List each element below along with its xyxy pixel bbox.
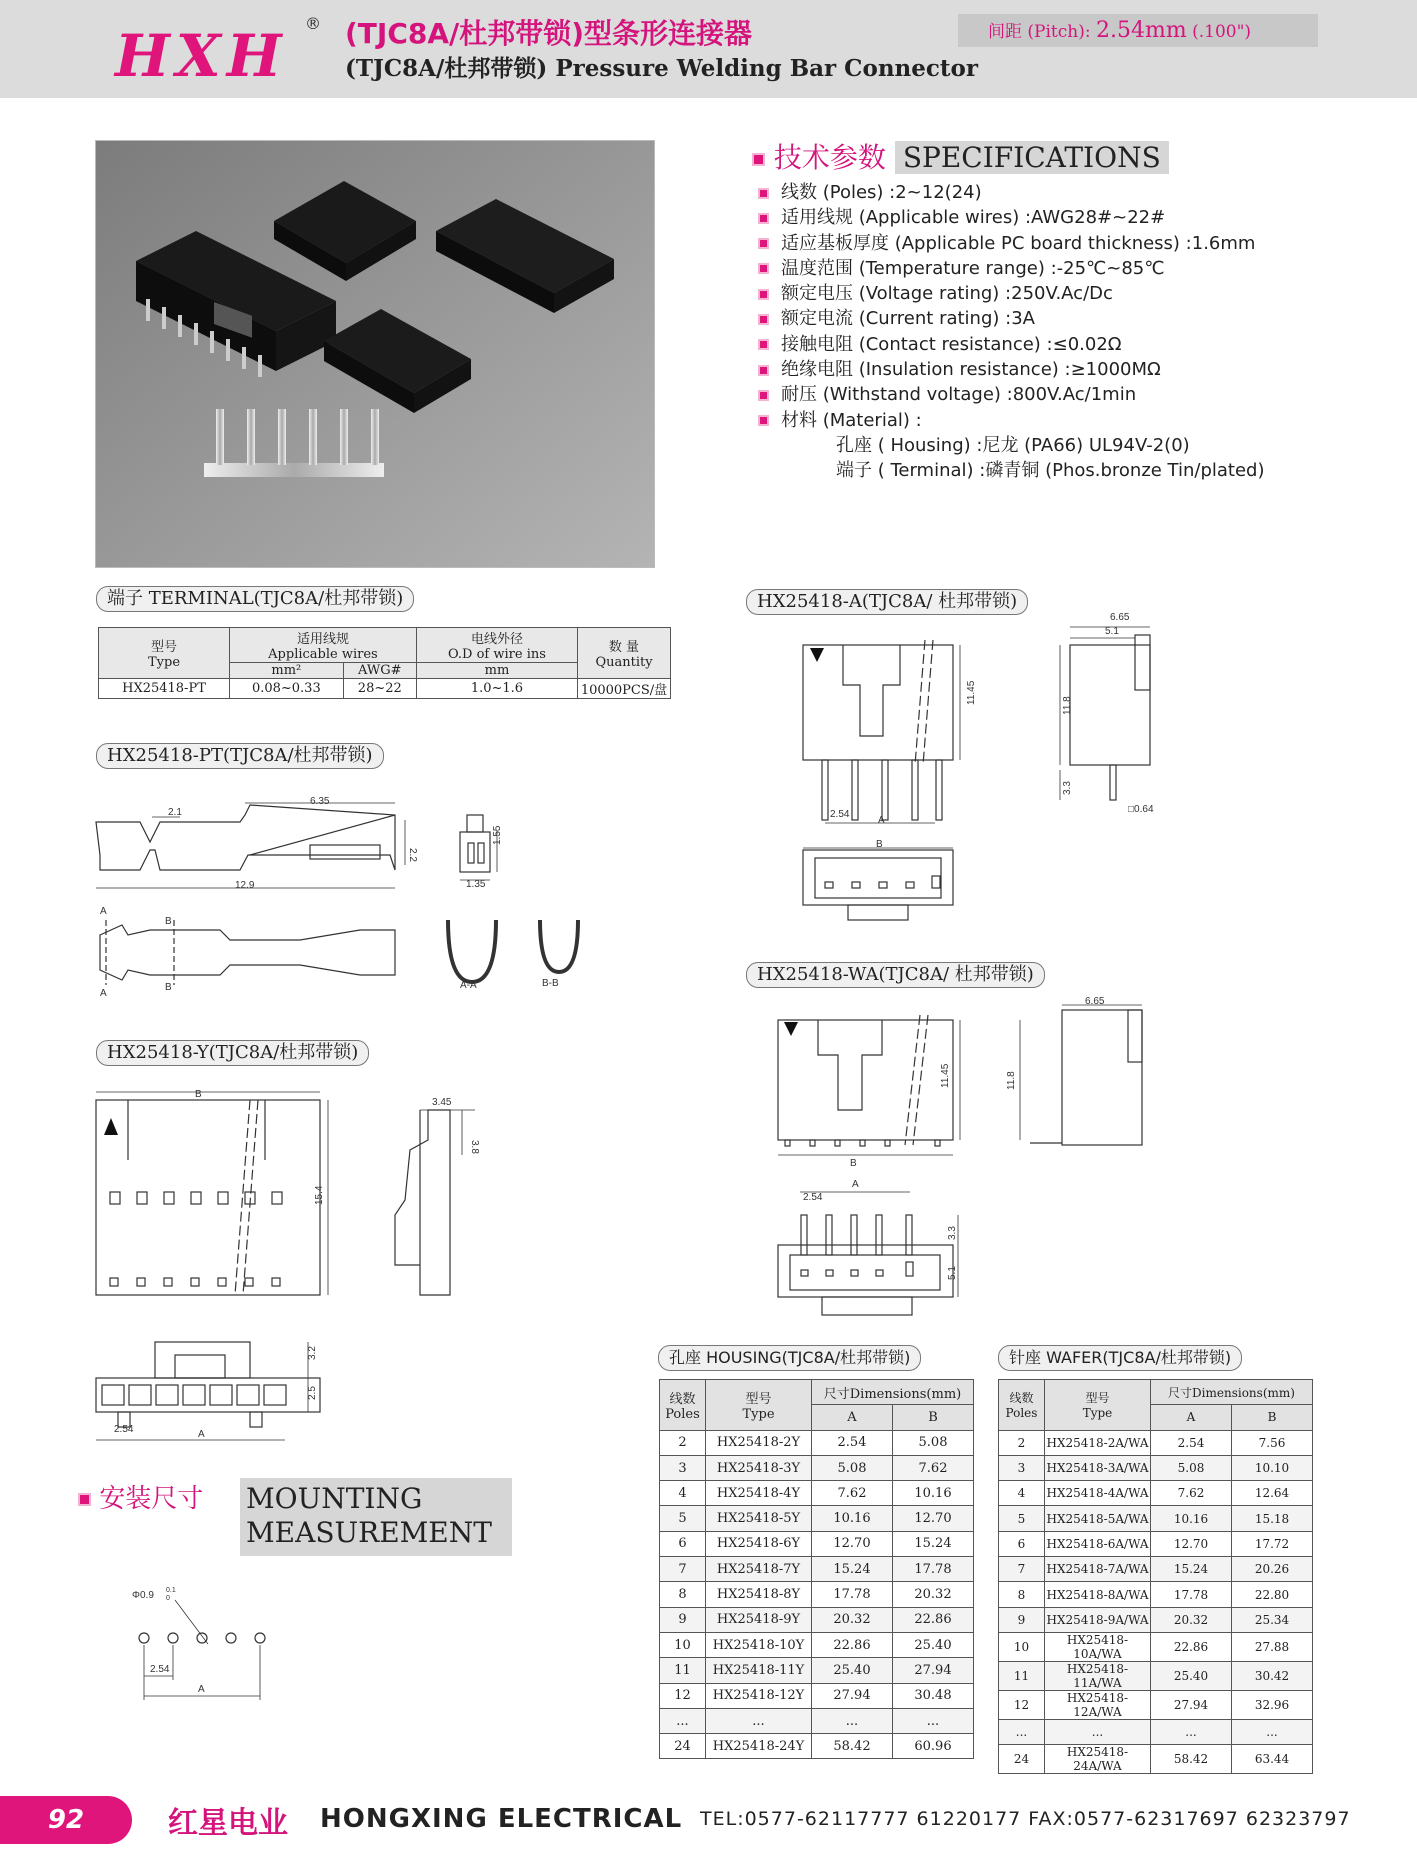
pt-section-aa	[448, 920, 578, 982]
dim-text: A-A	[460, 980, 477, 991]
wafer-table	[998, 1379, 1313, 1774]
table-row: 4 HX25418-4A/WA 7.62 12.64	[999, 1481, 1313, 1506]
pitch-value: 2.54mm	[1095, 18, 1187, 43]
th-od: 电线外径 O.D of wire ins	[416, 628, 577, 663]
table-row: 12 HX25418-12A/WA 27.94 32.96	[999, 1690, 1313, 1719]
th-mm2: mm²	[230, 663, 344, 679]
table-row: 2 HX25418-2Y 2.54 5.08	[660, 1430, 974, 1455]
tag-housing: 孔座 HOUSING(TJC8A/杜邦带锁)	[658, 1345, 921, 1371]
table-row: 6 HX25418-6A/WA 12.70 17.72	[999, 1531, 1313, 1556]
dim-text: 2.5	[307, 1386, 318, 1400]
dim-text: B	[876, 839, 883, 850]
dim-text: B	[850, 1158, 857, 1169]
th-qty: 数 量 Quantity	[578, 628, 671, 679]
spec-item: 绝缘电阻 (Insulation resistance) :≥1000MΩ	[758, 355, 1265, 380]
table-row: 7 HX25418-7A/WA 15.24 20.26	[999, 1557, 1313, 1582]
dim-text: 1.55	[492, 825, 503, 845]
dim-text: B	[165, 916, 172, 927]
table-row: 3 HX25418-3Y 5.08 7.62	[660, 1455, 974, 1480]
spec-item: 线数 (Poles) :2~12(24)	[758, 178, 1265, 203]
wa-side-view	[1020, 1005, 1142, 1145]
a-front-view	[803, 640, 960, 823]
dim-text: 0	[166, 1595, 170, 1602]
dim-text: 2.54	[803, 1192, 823, 1203]
dim-text: 3.3	[1062, 781, 1073, 795]
spec-heading-cn: 技术参数	[773, 141, 886, 174]
dim-text: 2.54	[114, 1424, 134, 1435]
tag-terminal: 端子 TERMINAL(TJC8A/杜邦带锁)	[96, 586, 414, 612]
dim-text: 6.35	[310, 796, 330, 807]
dim-text: 12.9	[235, 880, 255, 891]
dim-text: 11.45	[966, 680, 977, 705]
table-row: 2 HX25418-2A/WA 2.54 7.56	[999, 1430, 1313, 1455]
table-row: 8 HX25418-8A/WA 17.78 22.80	[999, 1582, 1313, 1607]
dim-text: A	[100, 988, 107, 999]
th-b: B	[892, 1405, 973, 1430]
th-a: A	[812, 1405, 893, 1430]
wa-front-view	[778, 1015, 960, 1155]
tag-wafer: 针座 WAFER(TJC8A/杜邦带锁)	[998, 1345, 1242, 1371]
table-row: 7 HX25418-7Y 15.24 17.78	[660, 1557, 974, 1582]
mounting-heading	[78, 1478, 203, 1515]
table-row: 11 HX25418-11A/WA 25.40 30.42	[999, 1661, 1313, 1690]
pin1-marker-icon	[784, 1022, 798, 1036]
th-b: B	[1232, 1405, 1313, 1430]
table-row: 24 HX25418-24Y 58.42 60.96	[660, 1734, 974, 1759]
th-a: A	[1151, 1405, 1232, 1430]
table-row: 12 HX25418-12Y 27.94 30.48	[660, 1683, 974, 1708]
bullet-square-icon	[78, 1493, 91, 1506]
th-dim: 尺寸Dimensions(mm)	[812, 1380, 974, 1405]
contact-info: TEL:0577-62117777 61220177 FAX:0577-62317697 62323797	[700, 1808, 1351, 1830]
spec-item: 适应基板厚度 (Applicable PC board thickness) :1.6mm	[758, 229, 1265, 254]
dim-text: 6.65	[1085, 996, 1105, 1007]
pitch-label: 间距 (Pitch):	[988, 22, 1096, 42]
spec-material-line: 端子 ( Terminal) :磷青铜 (Phos.bronze Tin/plated)	[836, 460, 1265, 482]
pt-top-view	[100, 920, 395, 985]
spec-item: 额定电压 (Voltage rating) :250V.Ac/Dc	[758, 279, 1265, 304]
company-name-cn: 红星电业	[168, 1806, 288, 1841]
dim-text: □0.64	[1128, 804, 1154, 815]
dim-text: 11.8	[1062, 696, 1073, 715]
dim-text: A	[198, 1429, 205, 1440]
dim-text: 3.45	[432, 1097, 452, 1108]
dim-text: A	[878, 815, 885, 826]
spec-item: 额定电流 (Current rating) :3A	[758, 304, 1265, 329]
dim-text: A	[100, 906, 107, 917]
table-row: 11 HX25418-11Y 25.40 27.94	[660, 1658, 974, 1683]
registered-mark: ®	[305, 14, 321, 33]
table-row: 8 HX25418-8Y 17.78 20.32	[660, 1582, 974, 1607]
spec-material-line: 孔座 ( Housing) :尼龙 (PA66) UL94V-2(0)	[836, 434, 1190, 456]
table-row: 10 HX25418-10A/WA 22.86 27.88	[999, 1632, 1313, 1661]
y-side-view	[395, 1110, 475, 1295]
dim-text: Φ0.9	[132, 1590, 154, 1601]
dim-text: B	[165, 982, 172, 993]
th-type: 型号 Type	[99, 628, 230, 679]
dim-text: B-B	[542, 978, 559, 989]
brand-logo: HXH	[115, 22, 288, 90]
pin1-marker-icon	[810, 648, 824, 662]
spec-item: 温度范围 (Temperature range) :-25℃~85℃	[758, 254, 1265, 279]
pitch-inch: (.100")	[1186, 22, 1252, 42]
page-number: 92	[0, 1796, 132, 1844]
dim-text: 11.45	[940, 1063, 951, 1088]
dim-text: B	[195, 1089, 202, 1100]
tag-pt: HX25418-PT(TJC8A/杜邦带锁)	[96, 743, 384, 769]
table-row: 5 HX25418-5A/WA 10.16 15.18	[999, 1506, 1313, 1531]
table-row: 24 HX25418-24A/WA 58.42 63.44	[999, 1745, 1313, 1774]
table-row: 3 HX25418-3A/WA 5.08 10.10	[999, 1455, 1313, 1480]
table-row: 9 HX25418-9A/WA 20.32 25.34	[999, 1607, 1313, 1632]
dim-text: 5.1	[947, 1266, 958, 1280]
dim-text: 2.54	[150, 1664, 170, 1675]
th-type: 型号 Type	[706, 1380, 812, 1431]
dim-text: 6.65	[1110, 612, 1130, 623]
th-type: 型号 Type	[1045, 1380, 1151, 1431]
pin1-marker-icon	[104, 1118, 118, 1135]
tag-wa: HX25418-WA(TJC8A/ 杜邦带锁)	[746, 962, 1045, 988]
spec-item: 材料 (Material) :	[758, 406, 1265, 431]
a-bottom-view	[803, 848, 953, 920]
table-row: 6 HX25418-6Y 12.70 15.24	[660, 1531, 974, 1556]
dim-text: 3.8	[469, 1140, 480, 1154]
table-row: ... ... ... ...	[660, 1708, 974, 1733]
spec-item: 接触电阻 (Contact resistance) :≤0.02Ω	[758, 330, 1265, 355]
wa-bottom-view	[778, 1192, 958, 1315]
y-front-view	[96, 1092, 328, 1295]
housing-table	[659, 1379, 974, 1759]
dim-text: A	[852, 1179, 859, 1190]
table-row: 5 HX25418-5Y 10.16 12.70	[660, 1506, 974, 1531]
th-mm: mm	[416, 663, 577, 679]
table-row: 4 HX25418-4Y 7.62 10.16	[660, 1481, 974, 1506]
a-side-view	[1060, 627, 1150, 800]
dim-text: 2.54	[830, 809, 850, 820]
table-row: 9 HX25418-9Y 20.32 22.86	[660, 1607, 974, 1632]
th-dim: 尺寸Dimensions(mm)	[1151, 1380, 1313, 1405]
spec-item: 耐压 (Withstand voltage) :800V.Ac/1min	[758, 380, 1265, 405]
dim-text: 0.1	[166, 1587, 176, 1594]
company-name-en: HONGXING ELECTRICAL	[320, 1804, 683, 1834]
tag-a: HX25418-A(TJC8A/ 杜邦带锁)	[746, 589, 1028, 615]
table-row: 10 HX25418-10Y 22.86 25.40	[660, 1632, 974, 1657]
dim-text: 11.8	[1006, 1071, 1017, 1090]
table-row: HX25418-PT 0.08~0.33 28~22 1.0~1.6 10000PCS/盘	[99, 679, 671, 699]
mounting-heading-en: MOUNTING MEASUREMENT	[240, 1478, 512, 1556]
spec-heading-en: SPECIFICATIONS	[895, 141, 1169, 174]
mounting-heading-cn: 安装尺寸	[99, 1484, 204, 1514]
dim-text: A	[198, 1684, 205, 1695]
th-wires: 适用线规 Applicable wires	[230, 628, 417, 663]
title-chinese: (TJC8A/杜邦带锁)型条形连接器	[345, 17, 753, 50]
dim-text: 2.2	[407, 848, 418, 862]
tag-y: HX25418-Y(TJC8A/杜邦带锁)	[96, 1040, 369, 1066]
dim-text: 5.1	[1105, 626, 1119, 637]
dim-text: 1.35	[466, 879, 486, 890]
th-poles: 线数 Poles	[660, 1380, 706, 1431]
th-poles: 线数 Poles	[999, 1380, 1045, 1431]
dim-text: 3.3	[947, 1226, 958, 1240]
dim-text: 3.2	[307, 1346, 318, 1360]
pt-side-view	[96, 803, 405, 888]
pt-end-view	[460, 815, 497, 880]
dim-text: 2.1	[168, 807, 182, 818]
title-english: (TJC8A/杜邦带锁) Pressure Welding Bar Connector	[345, 55, 978, 82]
table-row: ... ... ... ...	[999, 1719, 1313, 1744]
spec-item: 适用线规 (Applicable wires) :AWG28#~22#	[758, 203, 1265, 228]
dim-text: 15.4	[314, 1185, 325, 1205]
th-awg: AWG#	[343, 663, 416, 679]
